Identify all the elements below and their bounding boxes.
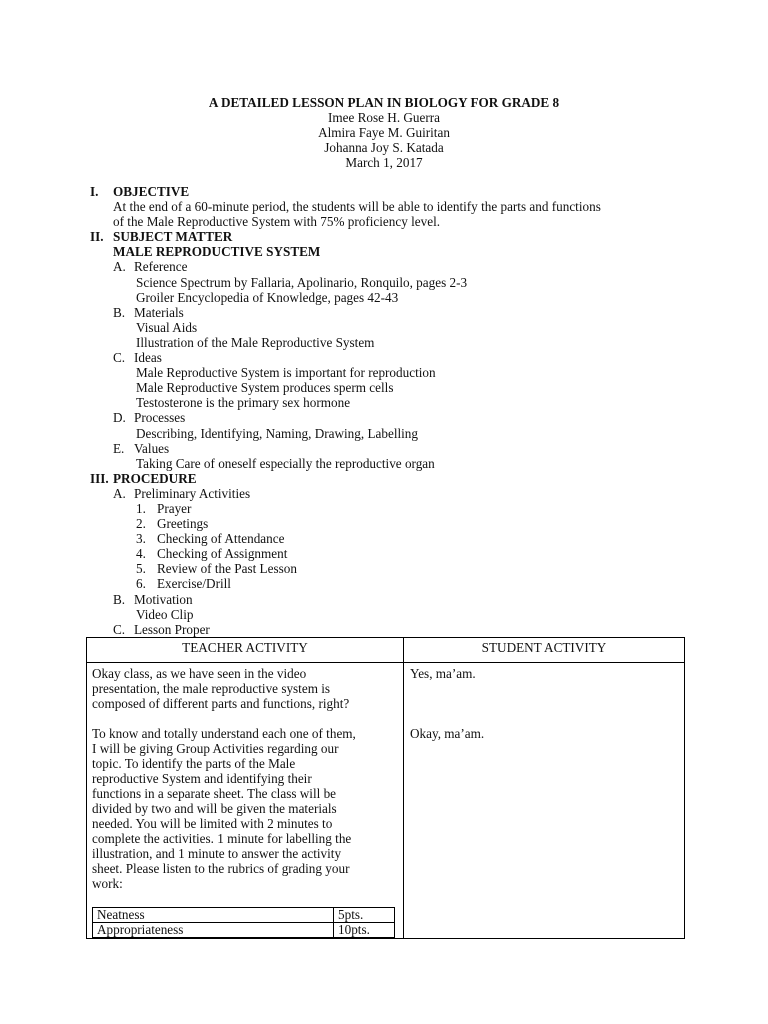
subsection-item: Taking Care of oneself especially the reproductive organ — [136, 455, 435, 471]
subsection-label: A. — [113, 485, 126, 501]
subsection-item: Groiler Encyclopedia of Knowledge, pages 42-43 — [136, 289, 399, 305]
section-number: I. — [90, 184, 99, 199]
subsection-name: Lesson Proper — [134, 621, 210, 637]
objective-text: of the Male Reproductive System with 75% proficiency level. — [113, 214, 441, 230]
topic-title: MALE REPRODUCTIVE SYSTEM — [113, 244, 321, 260]
section-heading: OBJECTIVE — [113, 184, 190, 199]
text-line: I will be giving Group Activities regarding our — [92, 741, 339, 756]
header — [0, 95, 768, 170]
student-activity-cell — [404, 663, 685, 939]
student-response: Yes, ma’am. — [410, 666, 476, 681]
section-number: III. — [90, 470, 109, 486]
subsection-item: Describing, Identifying, Naming, Drawing, Labelling — [136, 425, 418, 441]
author-name: Almira Faye M. Guiritan — [318, 125, 450, 140]
subsection-label: E. — [113, 440, 125, 456]
list-text: Checking of Assignment — [157, 546, 288, 562]
table-row — [93, 923, 395, 938]
list-number: 1. — [136, 500, 146, 516]
subsection-label: B. — [113, 304, 126, 320]
list-text: Greetings — [157, 516, 209, 532]
section-heading: PROCEDURE — [113, 470, 197, 486]
text-line: work: — [92, 876, 123, 891]
text-line: illustration, and 1 minute to answer the activity — [92, 846, 342, 861]
list-item — [90, 561, 690, 576]
subsection-heading — [90, 622, 690, 637]
text-line: sheet. Please listen to the rubrics of grading your — [92, 861, 350, 876]
text-line: needed. You will be limited with 2 minutes to — [92, 816, 333, 831]
column-header-teacher: TEACHER ACTIVITY — [87, 638, 404, 663]
section-number: II. — [90, 229, 104, 245]
list-number: 3. — [136, 531, 146, 547]
list-item — [90, 531, 690, 546]
student-response: Okay, ma’am. — [410, 726, 485, 741]
subsection-item: Illustration of the Male Reproductive System — [136, 334, 375, 350]
subsection-item: Testosterone is the primary sex hormone — [136, 395, 351, 411]
list-number: 2. — [136, 516, 146, 532]
subsection-name: Materials — [134, 304, 184, 320]
list-number: 6. — [136, 576, 146, 592]
text-line: topic. To identify the parts of the Male — [92, 756, 296, 771]
rubric-points: 10pts. — [334, 923, 395, 938]
activity-table — [86, 637, 685, 939]
subsection-label: A. — [113, 259, 126, 275]
text-line: composed of different parts and functions, right? — [92, 696, 350, 711]
text-line: Okay class, as we have seen in the video — [92, 666, 307, 681]
subsection-heading — [90, 592, 690, 607]
table-row — [87, 663, 685, 939]
text-line: To know and totally understand each one of them, — [92, 726, 356, 741]
text-line: presentation, the male reproductive system is — [92, 681, 331, 696]
subsection-label: C. — [113, 350, 126, 366]
teacher-paragraph — [92, 666, 398, 711]
subsection-name: Reference — [134, 259, 188, 275]
rubric-criterion: Appropriateness — [93, 923, 334, 938]
list-item — [90, 576, 690, 591]
list-number: 5. — [136, 561, 146, 577]
subsection-item: Visual Aids — [136, 319, 198, 335]
subsection-heading — [90, 259, 690, 274]
column-header-student: STUDENT ACTIVITY — [404, 638, 685, 663]
text-line: divided by two and will be given the materials — [92, 801, 337, 816]
list-number: 4. — [136, 546, 146, 562]
table-row — [93, 908, 395, 923]
section-heading: SUBJECT MATTER — [113, 229, 233, 245]
lesson-content — [90, 184, 690, 637]
objective-heading — [90, 184, 690, 199]
list-text: Prayer — [157, 500, 192, 516]
list-item — [90, 501, 690, 516]
document-date: March 1, 2017 — [345, 155, 423, 170]
subsection-name: Values — [134, 440, 170, 456]
subsection-heading — [90, 441, 690, 456]
author-name: Johanna Joy S. Katada — [324, 140, 444, 155]
subsection-label: D. — [113, 410, 126, 426]
subsection-heading — [90, 305, 690, 320]
subsection-name: Ideas — [134, 350, 162, 366]
subsection-name: Motivation — [134, 591, 193, 607]
text-line: functions in a separate sheet. The class will be — [92, 786, 337, 801]
rubric-points: 5pts. — [334, 908, 395, 923]
objective-text: At the end of a 60-minute period, the students will be able to identify the parts and functions — [113, 199, 601, 215]
subsection-item: Science Spectrum by Fallaria, Apolinario, Ronquilo, pages 2-3 — [136, 274, 468, 290]
teacher-activity-cell — [87, 663, 404, 939]
text-line: complete the activities. 1 minute for labelling the — [92, 831, 352, 846]
list-item — [90, 546, 690, 561]
subsection-item: Video Clip — [136, 606, 194, 622]
rubric-table — [92, 907, 395, 938]
procedure-heading — [90, 471, 690, 486]
list-text: Exercise/Drill — [157, 576, 231, 592]
subsection-name: Preliminary Activities — [134, 485, 251, 501]
subsection-name: Processes — [134, 410, 186, 426]
subject-matter-heading — [90, 229, 690, 244]
list-text: Checking of Attendance — [157, 531, 285, 547]
subsection-heading — [90, 410, 690, 425]
text-line: reproductive System and identifying their — [92, 771, 312, 786]
teacher-paragraph — [92, 726, 398, 891]
subsection-item: Male Reproductive System produces sperm cells — [136, 380, 394, 396]
author-name: Imee Rose H. Guerra — [327, 110, 441, 125]
list-text: Review of the Past Lesson — [157, 561, 297, 577]
list-item — [90, 516, 690, 531]
table-header-row — [87, 638, 685, 663]
subsection-heading — [90, 486, 690, 501]
document-title: A DETAILED LESSON PLAN IN BIOLOGY FOR GRADE 8 — [208, 95, 560, 110]
subsection-item: Male Reproductive System is important for reproduction — [136, 365, 436, 381]
subsection-label: C. — [113, 621, 126, 637]
subsection-label: B. — [113, 591, 126, 607]
subsection-heading — [90, 350, 690, 365]
rubric-criterion: Neatness — [93, 908, 334, 923]
